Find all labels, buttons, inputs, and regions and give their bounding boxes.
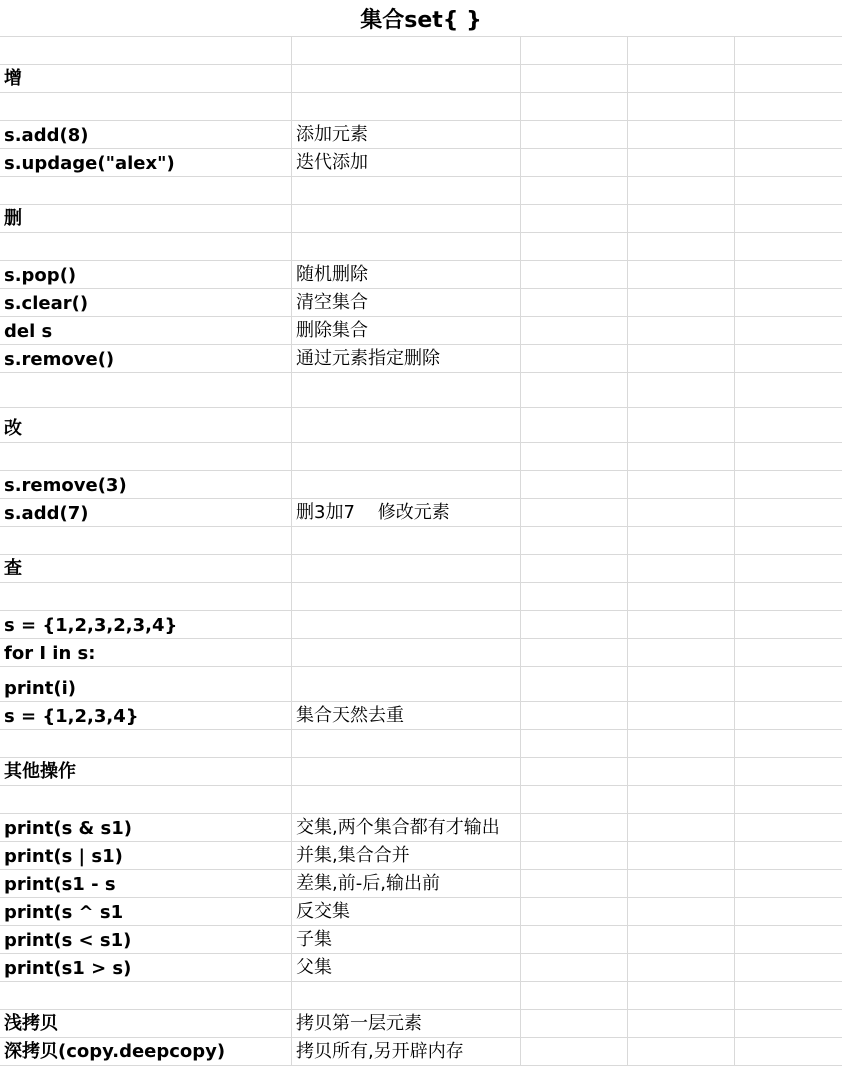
cell-description[interactable]: 拷贝第一层元素: [296, 1013, 422, 1034]
table-row: [0, 925, 842, 953]
table-row: [0, 897, 842, 925]
cell-description[interactable]: 差集,前-后,输出前: [296, 873, 440, 894]
table-row: [0, 407, 842, 442]
table-row: [0, 92, 842, 120]
cell-code[interactable]: s.remove(3): [4, 475, 127, 496]
cell-description[interactable]: 通过元素指定删除: [296, 348, 440, 369]
cell-code[interactable]: print(s < s1): [4, 930, 132, 951]
table-row: [0, 204, 842, 232]
table-row: [0, 442, 842, 470]
table-row: [0, 316, 842, 344]
table-row: [0, 498, 842, 526]
table-row: [0, 36, 842, 64]
table-row: [0, 729, 842, 757]
cell-code[interactable]: print(s1 - s: [4, 874, 116, 895]
cell-code[interactable]: 其他操作: [4, 761, 76, 782]
cell-code[interactable]: 增: [4, 68, 22, 89]
table-row: [0, 232, 842, 260]
cell-description[interactable]: 并集,集合合并: [296, 845, 410, 866]
table-row: [0, 701, 842, 729]
table-row: [0, 638, 842, 666]
cell-code[interactable]: for I in s:: [4, 643, 96, 664]
table-row: [0, 785, 842, 813]
table-row: [0, 981, 842, 1009]
cell-description[interactable]: 删除集合: [296, 320, 368, 341]
table-row: [0, 582, 842, 610]
cell-description[interactable]: 子集: [296, 929, 332, 950]
cell-code[interactable]: s.add(7): [4, 503, 89, 524]
table-row: [0, 260, 842, 288]
cell-code[interactable]: 改: [4, 418, 22, 439]
cell-code[interactable]: del s: [4, 321, 53, 342]
table-row: [0, 120, 842, 148]
table-row: [0, 841, 842, 869]
cell-code[interactable]: s.remove(): [4, 349, 115, 370]
table-row: [0, 554, 842, 582]
cell-code[interactable]: print(s1 > s): [4, 958, 132, 979]
cell-code[interactable]: s = {1,2,3,2,3,4}: [4, 615, 178, 636]
table-row: [0, 1037, 842, 1065]
cell-description[interactable]: 删3加7 修改元素: [296, 502, 450, 523]
table-row: [0, 869, 842, 897]
table-row: [0, 813, 842, 841]
table-row: [0, 953, 842, 981]
cell-description[interactable]: 父集: [296, 957, 332, 978]
cell-description[interactable]: 反交集: [296, 901, 350, 922]
table-row: [0, 610, 842, 638]
cell-code[interactable]: print(s | s1): [4, 846, 123, 867]
table-row: [0, 757, 842, 785]
table-row: [0, 526, 842, 554]
table-row: [0, 470, 842, 498]
table-row: [0, 288, 842, 316]
cell-code[interactable]: s.pop(): [4, 265, 77, 286]
cell-code[interactable]: s.add(8): [4, 125, 89, 146]
sheet-title[interactable]: 集合set{ }: [0, 0, 842, 36]
table-row: [0, 666, 842, 701]
cell-code[interactable]: s = {1,2,3,4}: [4, 706, 139, 727]
cell-description[interactable]: 集合天然去重: [296, 705, 404, 726]
cell-description[interactable]: 交集,两个集合都有才输出: [296, 817, 500, 838]
cell-code[interactable]: s.clear(): [4, 293, 89, 314]
cell-code[interactable]: 浅拷贝: [4, 1013, 58, 1034]
table-row: [0, 372, 842, 407]
cell-code[interactable]: 深拷贝(copy.deepcopy): [4, 1041, 226, 1062]
cell-code[interactable]: 删: [4, 208, 22, 229]
cell-description[interactable]: 迭代添加: [296, 152, 368, 173]
table-row: [0, 148, 842, 176]
cell-description[interactable]: 随机删除: [296, 264, 368, 285]
cell-code[interactable]: 查: [4, 558, 22, 579]
table-row: [0, 344, 842, 372]
cell-description[interactable]: 拷贝所有,另开辟内存: [296, 1041, 464, 1062]
cell-description[interactable]: 添加元素: [296, 124, 368, 145]
cell-code[interactable]: print(i): [4, 678, 76, 699]
cell-code[interactable]: s.updage("alex"): [4, 153, 175, 174]
cell-code[interactable]: print(s & s1): [4, 818, 132, 839]
cell-code[interactable]: print(s ^ s1: [4, 902, 124, 923]
cell-description[interactable]: 清空集合: [296, 292, 368, 313]
table-row: [0, 176, 842, 204]
table-row: [0, 64, 842, 92]
table-row: [0, 1009, 842, 1037]
